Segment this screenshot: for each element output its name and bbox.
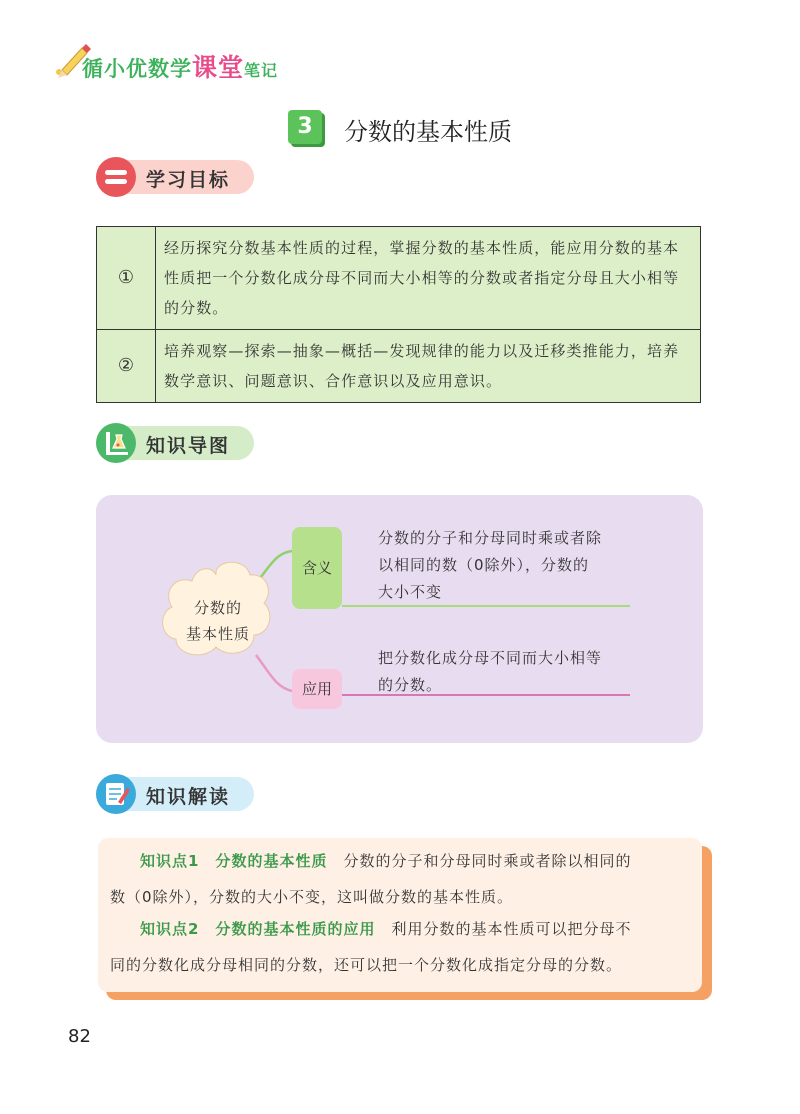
lesson-number-badge: 3: [288, 110, 322, 144]
objectives-table: [96, 226, 701, 403]
branch-meaning-tag: 含义: [292, 527, 342, 609]
row-number: ②: [97, 330, 156, 403]
brand-header: [52, 40, 302, 90]
table-row: [97, 227, 701, 330]
row-text: 培养观察—探索—抽象—概括—发现规律的能力以及迁移类推能力，培养数学意识、问题意识、合作意识以及应用意识。: [156, 330, 701, 403]
table-row: [97, 330, 701, 403]
section-reading: [96, 777, 254, 811]
lesson-title: 分数的基本性质: [344, 118, 512, 146]
knowledge-point-2: 知识点2 分数的基本性质的应用 利用分数的基本性质可以把分母不 同的分数化成分母相同的分数，还可以把一个分数化成指定分母的分数。: [110, 920, 632, 974]
section-title: 知识导图: [146, 435, 231, 457]
section-mindmap: [96, 426, 254, 460]
knowledge-point-title: 知识点1 分数的基本性质: [140, 852, 328, 870]
flask-icon: [96, 423, 136, 463]
section-title: 学习目标: [146, 169, 231, 191]
branch-application-tag: 应用: [292, 669, 342, 709]
row-text: 经历探究分数基本性质的过程，掌握分数的基本性质，能应用分数的基本性质把一个分数化成分母不同而大小相等的分数或者指定分母且大小相等的分数。: [156, 227, 701, 330]
section-objectives: [96, 160, 254, 194]
mind-map: [96, 495, 703, 743]
notepad-icon: [96, 774, 136, 814]
branch-meaning-text: 分数的分子和分母同时乘或者除 以相同的数（0除外），分数的 大小不变: [378, 529, 603, 601]
mind-map-center: 分数的 基本性质: [185, 599, 250, 643]
knowledge-card: [98, 838, 702, 992]
page-number: 82: [68, 1026, 91, 1047]
section-title: 知识解读: [146, 786, 231, 808]
list-icon: [96, 157, 136, 197]
row-number: ①: [97, 227, 156, 330]
knowledge-point-1: 知识点1 分数的基本性质 分数的分子和分母同时乘或者除以相同的 数（0除外），分数的大小不变，这叫做分数的基本性质。: [110, 852, 632, 906]
brand-title: 循小优数学课堂笔记: [82, 53, 279, 82]
knowledge-point-title: 知识点2 分数的基本性质的应用: [140, 920, 376, 938]
branch-application-text: 把分数化成分母不同而大小相等 的分数。: [378, 649, 603, 694]
